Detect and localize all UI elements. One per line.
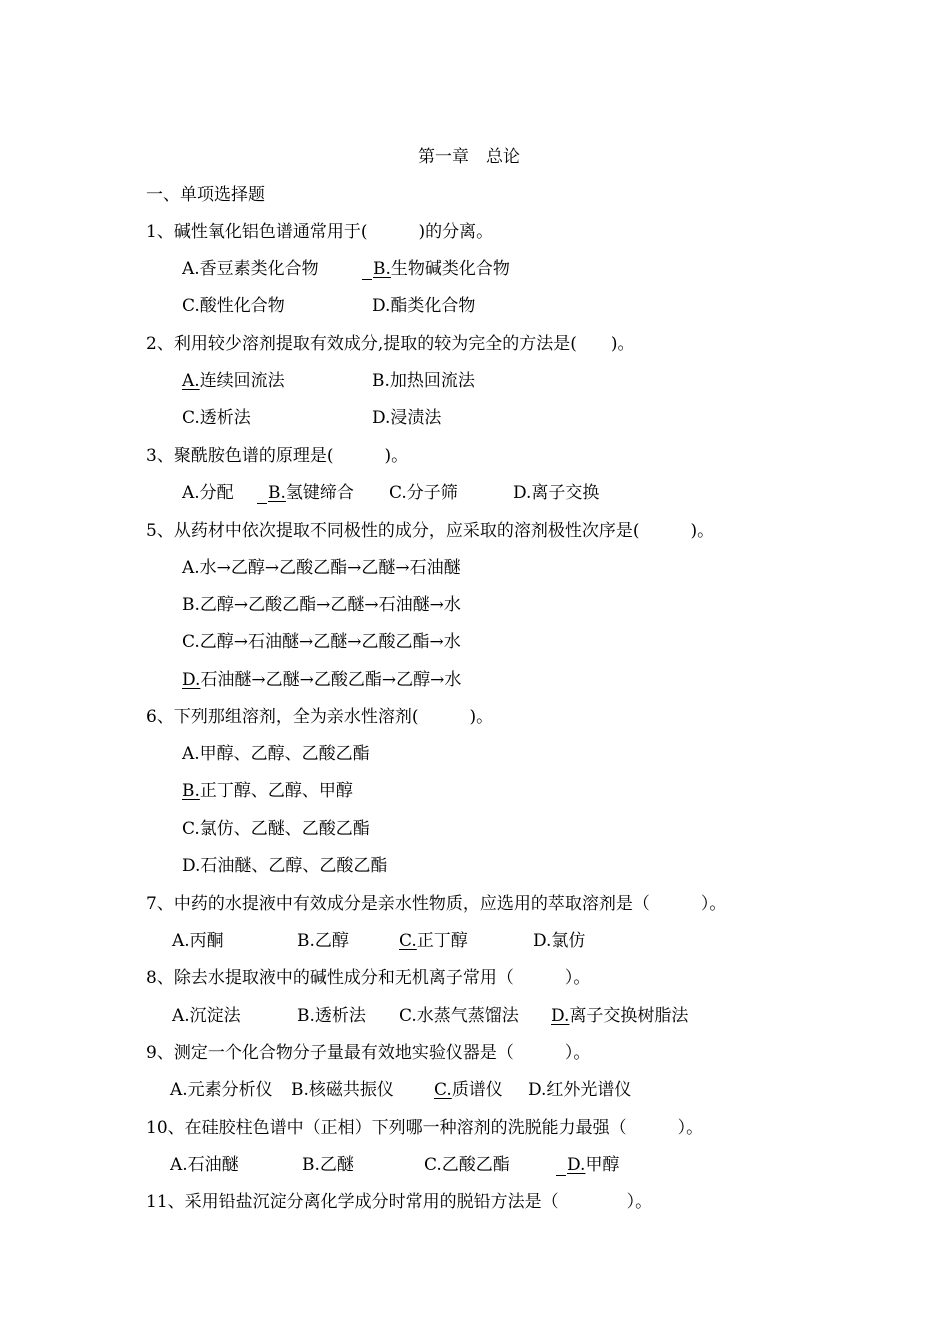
section-heading: 一、单项选择题	[146, 185, 265, 205]
question-7-option-b: B.乙醇	[297, 931, 349, 951]
answer-key: A.	[182, 371, 200, 391]
question-9-option-d: D.红外光谱仪	[528, 1080, 632, 1100]
question-7-option-a: A.丙酮	[172, 931, 224, 951]
question-10-stem: 10、在硅胶柱色谱中（正相）下列哪一种溶剂的洗脱能力最强（ ）。	[146, 1118, 704, 1138]
question-8-option-b: B.透析法	[297, 1006, 366, 1026]
question-10-option-a: A.石油醚	[170, 1155, 239, 1175]
question-10-option-c: C.乙酸乙酯	[424, 1155, 510, 1175]
option-text: 正丁醇、乙醇、甲醇	[199, 781, 353, 801]
question-6-option-d: D.石油醚、乙醇、乙酸乙酯	[182, 856, 388, 876]
question-1-option-d: D.酯类化合物	[372, 296, 476, 316]
question-5-option-d	[182, 669, 461, 691]
question-3-option-a: A.分配	[182, 483, 234, 503]
option-text: 甲醇	[585, 1155, 620, 1175]
answer-key: C.	[434, 1080, 452, 1100]
question-11-stem: 11、采用铅盐沉淀分离化学成分时常用的脱铅方法是（ ）。	[146, 1192, 653, 1212]
option-text: 质谱仪	[451, 1080, 503, 1100]
question-5-option-c: C.乙醇→石油醚→乙醚→乙酸乙酯→水	[182, 632, 461, 652]
answer-mark	[362, 261, 372, 280]
answer-mark	[257, 485, 267, 504]
question-1-option-b	[362, 258, 510, 280]
question-3-option-d: D.离子交换	[513, 483, 600, 503]
question-2-option-b: B.加热回流法	[372, 371, 475, 391]
question-9-option-c	[434, 1079, 503, 1101]
question-5-option-a: A.水→乙醇→乙酸乙酯→乙醚→石油醚	[182, 558, 461, 578]
question-2-stem: 2、利用较少溶剂提取有效成分,提取的较为完全的方法是( )。	[146, 334, 635, 354]
answer-key: D.	[182, 670, 201, 690]
answer-key: B.	[268, 483, 286, 503]
question-3-stem: 3、聚酰胺色谱的原理是( )。	[146, 446, 409, 466]
question-3-option-c: C.分子筛	[389, 483, 458, 503]
question-6-stem: 6、下列那组溶剂，全为亲水性溶剂( )。	[146, 707, 494, 727]
answer-key: D.	[567, 1155, 586, 1175]
question-2-option-a	[182, 370, 285, 392]
question-9-option-a: A.元素分析仪	[170, 1080, 273, 1100]
question-1-option-a: A.香豆素类化合物	[182, 259, 319, 279]
answer-key: B.	[182, 781, 200, 801]
question-2-option-c: C.透析法	[182, 408, 251, 428]
question-8-option-d	[551, 1005, 688, 1027]
question-9-option-b: B.核磁共振仪	[291, 1080, 394, 1100]
question-10-option-d	[556, 1154, 619, 1176]
option-text: 石油醚→乙醚→乙酸乙酯→乙醇→水	[200, 670, 462, 690]
question-7-stem: 7、中药的水提液中有效成分是亲水性物质，应选用的萃取溶剂是（ ）。	[146, 894, 727, 914]
answer-key: B.	[373, 259, 391, 279]
question-6-option-a: A.甲醇、乙醇、乙酸乙酯	[182, 744, 370, 764]
question-1-option-c: C.酸性化合物	[182, 296, 285, 316]
question-1-stem: 1、碱性氧化铝色谱通常用于( )的分离。	[146, 222, 494, 242]
question-5-option-b: B.乙醇→乙酸乙酯→乙醚→石油醚→水	[182, 595, 461, 615]
question-2-option-d: D.浸渍法	[372, 408, 442, 428]
question-6-option-c: C.氯仿、乙醚、乙酸乙酯	[182, 819, 370, 839]
option-text: 氢键缔合	[285, 483, 354, 503]
option-text: 生物碱类化合物	[390, 259, 510, 279]
question-9-stem: 9、测定一个化合物分子量最有效地实验仪器是（ ）。	[146, 1043, 591, 1063]
question-3-option-b	[257, 482, 354, 504]
option-text: 连续回流法	[199, 371, 285, 391]
answer-key: D.	[551, 1006, 570, 1026]
chapter-title: 第一章 总论	[418, 147, 520, 167]
question-7-option-d: D.氯仿	[533, 931, 586, 951]
question-8-stem: 8、除去水提取液中的碱性成分和无机离子常用（ ）。	[146, 968, 591, 988]
question-8-option-c: C.水蒸气蒸馏法	[399, 1006, 519, 1026]
answer-mark	[556, 1157, 566, 1176]
question-6-option-b	[182, 780, 353, 802]
answer-key: C.	[399, 931, 417, 951]
option-text: 离子交换树脂法	[569, 1006, 689, 1026]
question-7-option-c	[399, 930, 468, 952]
option-text: 正丁醇	[416, 931, 468, 951]
question-5-stem: 5、从药材中依次提取不同极性的成分，应采取的溶剂极性次序是( )。	[146, 521, 715, 541]
question-8-option-a: A.沉淀法	[172, 1006, 241, 1026]
question-10-option-b: B.乙醚	[302, 1155, 354, 1175]
